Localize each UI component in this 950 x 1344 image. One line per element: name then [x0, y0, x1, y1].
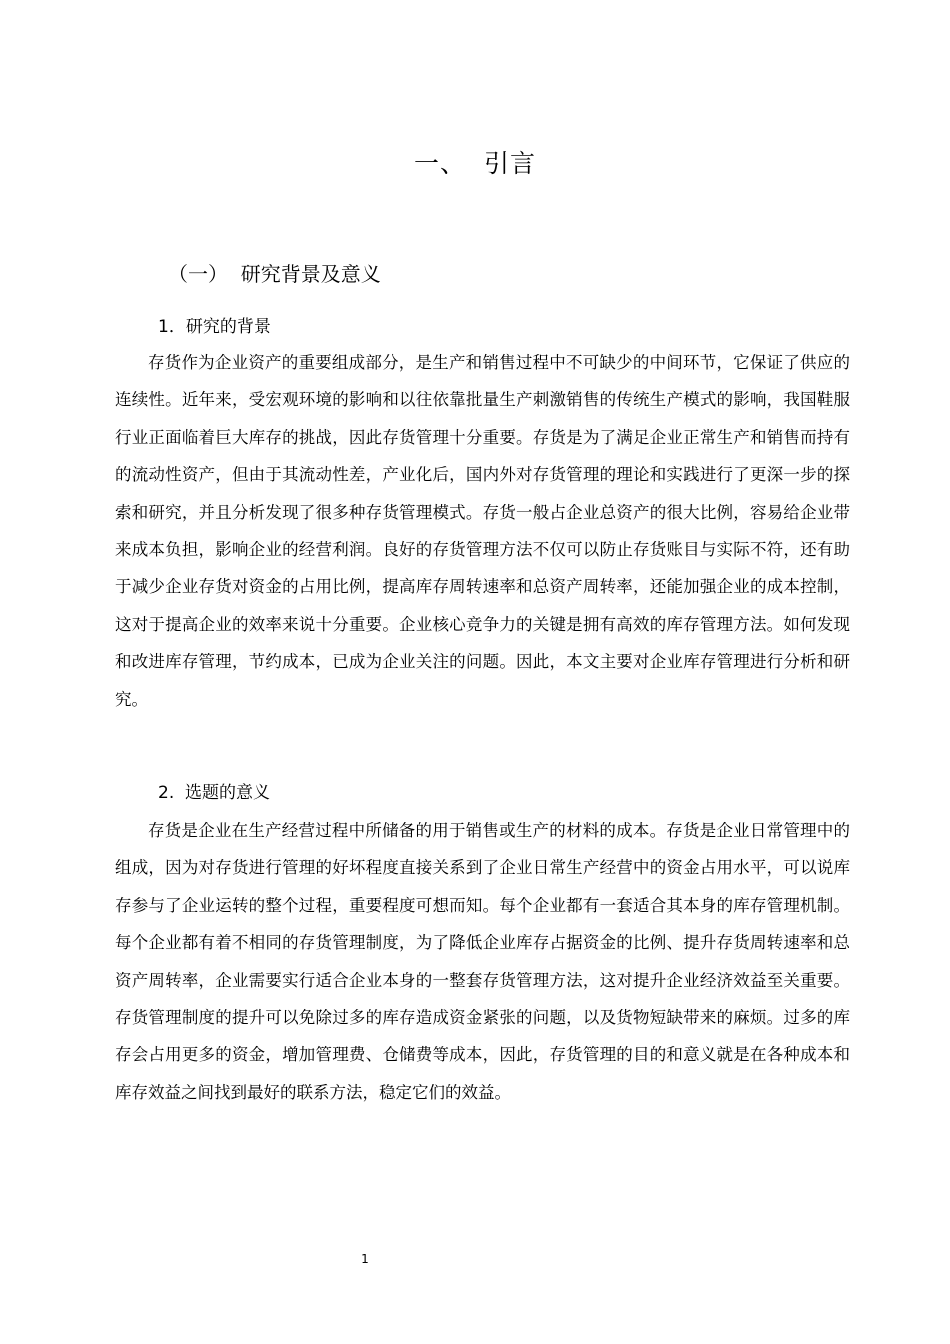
page-number: 1 — [361, 1252, 369, 1266]
paragraph-significance: 存货是企业在生产经营过程中所储备的用于销售或生产的材料的成本。存货是企业日常管理中的组成，因为对存货进行管理的好坏程度直接关系到了企业日常生产经营中的资金占用水平，可以说库存参与了企业运转的整个过程，重要程度可想而知。每个企业都有一套适合其本身的库存管理机制。每个企业都有着不相同的存货管理制度，为了降低企业库存占据资金的比例、提升存货周转速率和总资产周转率，企业需要实行适合企业本身的一整套存货管理方法，这对提升企业经济效益至关重要。存货管理制度的提升可以免除过多的库存造成资金紧张的问题，以及货物短缺带来的麻烦。过多的库存会占用更多的资金，增加管理费、仓储费等成本，因此，存货管理的目的和意义就是在各种成本和库存效益之间找到最好的联系方法，稳定它们的效益。 — [115, 821, 850, 1102]
subsection-title-background: 1．研究的背景 — [158, 317, 271, 337]
chapter-title: 一、 引言 — [414, 149, 536, 178]
section-title: （一） 研究背景及意义 — [168, 262, 381, 286]
subsection-title-significance: 2. 选题的意义 — [158, 783, 271, 803]
paragraph-background: 存货作为企业资产的重要组成部分，是生产和销售过程中不可缺少的中间环节，它保证了供应的连续性。近年来，受宏观环境的影响和以往依靠批量生产刺激销售的传统生产模式的影响，我国鞋服行业正面临着巨大库存的挑战，因此存货管理十分重要。存货是为了满足企业正常生产和销售而持有的流动性资产，但由于其流动性差，产业化后，国内外对存货管理的理论和实践进行了更深一步的探索和研究，并且分析发现了很多种存货管理模式。存货一般占企业总资产的很大比例，容易给企业带来成本负担，影响企业的经营利润。良好的存货管理方法不仅可以防止存货账目与实际不符，还有助于减少企业存货对资金的占用比例，提高库存周转速率和总资产周转率，还能加强企业的成本控制，这对于提高企业的效率来说十分重要。企业核心竞争力的关键是拥有高效的库存管理方法。如何发现和改进库存管理，节约成本，已成为企业关注的问题。因此，本文主要对企业库存管理进行分析和研究。 — [115, 353, 850, 709]
